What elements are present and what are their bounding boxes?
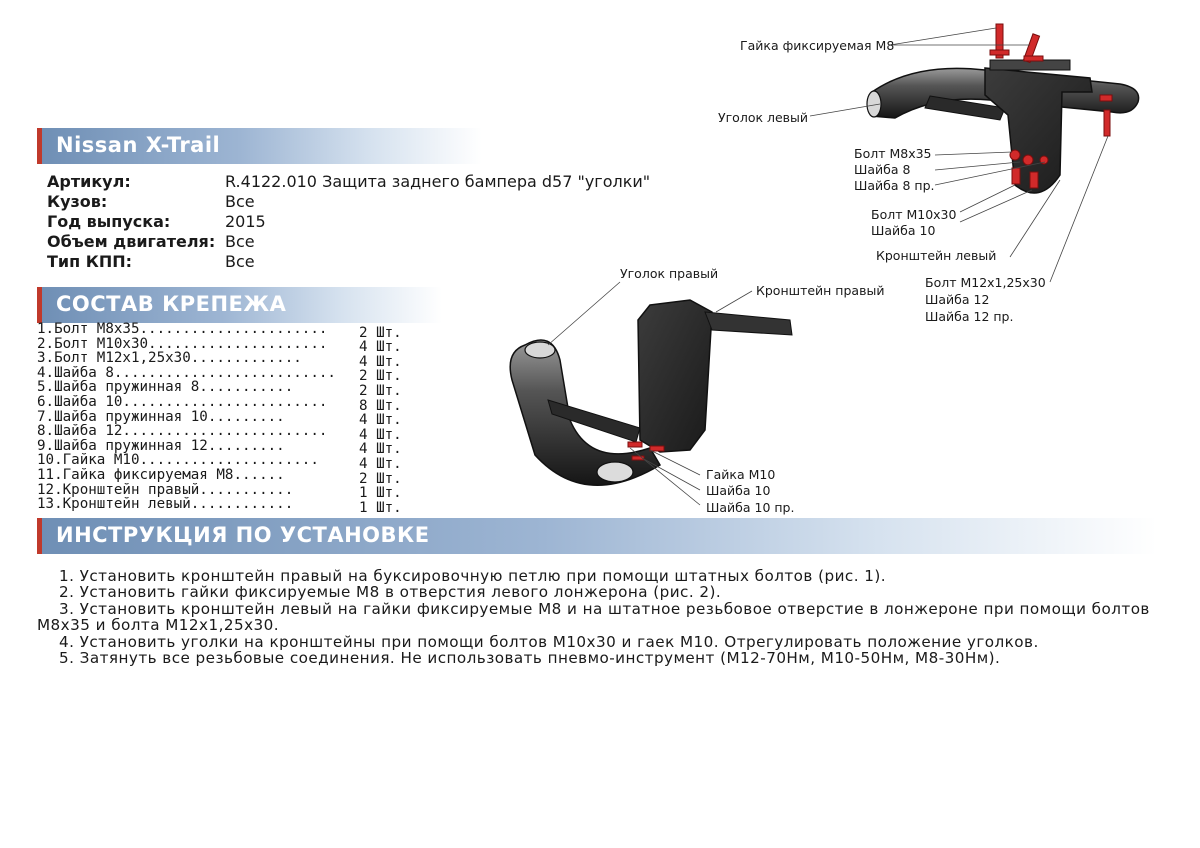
install-step: 1. Установить кронштейн правый на буксировочную петлю при помощи штатных болтов (рис. 1).	[59, 567, 887, 585]
fasteners-title: СОСТАВ КРЕПЕЖА	[56, 292, 287, 316]
callout-bracket-right: Кронштейн правый	[756, 283, 885, 298]
fixing-nut-m8	[990, 24, 1043, 63]
callout-bolt-m12: Болт М12х1,25х30	[925, 275, 1046, 290]
part-qty: 2 Шт.	[359, 470, 402, 487]
spec-value: Все	[225, 232, 255, 251]
callout-corner-left: Уголок левый	[718, 110, 809, 125]
callout-washer-12-spring: Шайба 12 пр.	[925, 309, 1014, 324]
install-title: ИНСТРУКЦИЯ ПО УСТАНОВКЕ	[56, 523, 430, 547]
part-name: 6.Шайба 10........................	[37, 394, 328, 410]
callout-washer-8-spring: Шайба 8 пр.	[854, 178, 935, 193]
install-step: 2. Установить гайки фиксируемые М8 в отверстия левого лонжерона (рис. 2).	[59, 583, 722, 602]
part-name: 5.Шайба пружинная 8...........	[37, 380, 294, 395]
callout-nut-m8: Гайка фиксируемая М8	[740, 38, 895, 53]
callout-bolt-m10: Болт М10х30	[871, 207, 957, 222]
install-step: 4. Установить уголки на кронштейны при помощи болтов М10х30 и гаек М10. Отрегулировать положение уголков.	[59, 632, 1039, 651]
part-name: 7.Шайба пружинная 10.........	[37, 409, 285, 425]
right-tube-end-bottom	[597, 462, 633, 482]
part-name: 8.Шайба 12........................	[37, 424, 328, 439]
callout-washer-10-b: Шайба 10	[706, 483, 771, 498]
part-name: 12.Кронштейн правый...........	[37, 482, 294, 498]
spec-value: Все	[225, 192, 255, 211]
model-title: Nissan X-Trail	[56, 133, 221, 157]
part-name: 3.Болт М12х1,25х30.............	[37, 351, 302, 366]
callout-bolt-m8: Болт М8х35	[854, 146, 932, 161]
part-name: 4.Шайба 8..........................	[37, 365, 336, 381]
part-name: 11.Гайка фиксируемая М8......	[37, 467, 285, 483]
spec-value: Все	[225, 252, 255, 271]
spec-value: 2015	[225, 212, 266, 231]
part-qty: 4 Шт.	[359, 441, 402, 458]
callout-washer-10: Шайба 10	[871, 223, 936, 238]
part-qty: 4 Шт.	[359, 455, 402, 472]
spec-label: Кузов:	[47, 192, 108, 211]
part-qty: 2 Шт.	[359, 382, 402, 399]
spec-label: Артикул:	[47, 172, 131, 191]
callout-corner-right: Уголок правый	[620, 266, 719, 281]
part-qty: 2 Шт.	[359, 368, 402, 385]
spec-label: Год выпуска:	[47, 212, 171, 231]
right-bracket-plate	[638, 300, 712, 452]
callout-nut-m10: Гайка М10	[706, 467, 776, 482]
part-qty: 8 Шт.	[359, 397, 402, 414]
part-qty: 4 Шт.	[359, 339, 402, 356]
right-bracket-arm	[705, 312, 792, 335]
spec-label: Объем двигателя:	[47, 232, 216, 251]
install-step: 3. Установить кронштейн левый на гайки фиксируемые М8 и на штатное резьбовое отверстие в лонжероне при помощи болтов М8х35 и болта М12х1,25х30.	[37, 599, 1150, 635]
callout-washer-8: Шайба 8	[854, 162, 911, 177]
spec-value: R.4122.010 Защита заднего бампера d57 "уголки"	[225, 172, 651, 191]
part-qty: 4 Шт.	[359, 353, 402, 370]
part-qty: 4 Шт.	[359, 412, 402, 429]
part-name: 13.Кронштейн левый............	[37, 497, 294, 512]
callout-washer-10-spring: Шайба 10 пр.	[706, 500, 795, 515]
right-corner-assembly	[510, 300, 792, 485]
part-name: 1.Болт М8х35......................	[37, 322, 328, 337]
install-step: 5. Затянуть все резьбовые соединения. Не использовать пневмо-инструмент (М12-70Нм, М10-50Нм, М8-30Нм).	[59, 649, 1001, 668]
part-qty: 2 Шт.	[359, 324, 402, 341]
part-qty: 1 Шт.	[359, 499, 402, 516]
spec-label: Тип КПП:	[47, 252, 133, 271]
right-tube-end-top	[525, 342, 555, 358]
callout-washer-12: Шайба 12	[925, 292, 990, 307]
part-name: 2.Болт М10х30.....................	[37, 336, 328, 352]
part-qty: 4 Шт.	[359, 426, 402, 443]
part-name: 9.Шайба пружинная 12.........	[37, 438, 285, 454]
callout-bracket-left: Кронштейн левый	[876, 248, 997, 263]
part-qty: 1 Шт.	[359, 485, 402, 502]
part-name: 10.Гайка М10.....................	[37, 453, 319, 468]
